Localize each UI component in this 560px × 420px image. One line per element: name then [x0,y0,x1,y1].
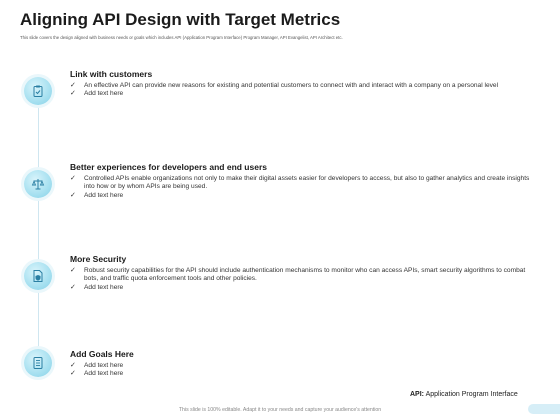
list-item-text: Add text here [84,90,124,98]
list-item [70,370,530,378]
check-icon: ✓ [70,82,76,89]
section-add-goals [70,349,530,379]
footnote-definition: Application Program Interface [425,391,518,398]
list-item [70,90,530,98]
timeline-line [38,78,39,378]
timeline-node-4 [24,349,52,377]
list-item [70,192,530,200]
check-icon: ✓ [70,362,76,369]
check-icon: ✓ [70,267,76,274]
section-title: Add Goals Here [70,349,134,359]
clipboard-icon [31,84,45,98]
check-icon: ✓ [70,370,76,378]
security-document-icon [31,269,45,283]
check-icon: ✓ [70,191,76,199]
list-item [70,82,530,90]
timeline-node-2 [24,170,52,198]
section-better-experiences [70,162,530,200]
section-title: More Security [70,254,127,264]
list-item [70,284,530,292]
check-icon: ✓ [70,90,76,98]
footnote-term: API: [410,391,424,398]
corner-decoration [528,404,560,414]
section-title: Better experiences for developers and end users [70,162,267,172]
timeline-node-3 [24,262,52,290]
list-item [70,267,530,284]
list-item-text: Controlled APIs enable organizations not only to make their digital assets easier for developers to access, but also to gather analytics and create insights into how or by whom APIs are being used. [84,175,530,191]
list-document-icon [31,356,45,370]
list-item [70,362,530,370]
section-link-with-customers [70,69,530,99]
list-item-text: Robust security capabilities for the API should include authentication mechanisms to monitor who can access APIs, smart security algorithms to combat bots, and traffic quota enforcement tools and other policies. [84,267,526,283]
scale-icon [31,177,45,191]
list-item-text: Add text here [84,283,124,291]
list-item-text: An effective API can provide new reasons for existing and potential customers to connect with and interact with a company on a personal level [84,82,499,89]
list-item [70,175,530,192]
list-item-text: Add text here [84,191,124,199]
page-subtitle: This slide covers the design aligned with business needs or goals which includes API (Application Program Interface) Program Manager, API Evangelist, API Architect etc. [20,35,343,40]
section-title: Link with customers [70,69,153,79]
section-more-security [70,254,530,292]
check-icon: ✓ [70,175,76,182]
list-item-text: Add text here [84,362,124,369]
page-title: Aligning API Design with Target Metrics [20,10,341,29]
check-icon: ✓ [70,283,76,291]
editable-footer: This slide is 100% editable. Adapt it to your needs and capture your audience's attention [178,407,382,413]
timeline-node-1 [24,77,52,105]
list-item-text: Add text here [84,370,124,378]
api-footnote [410,391,518,398]
